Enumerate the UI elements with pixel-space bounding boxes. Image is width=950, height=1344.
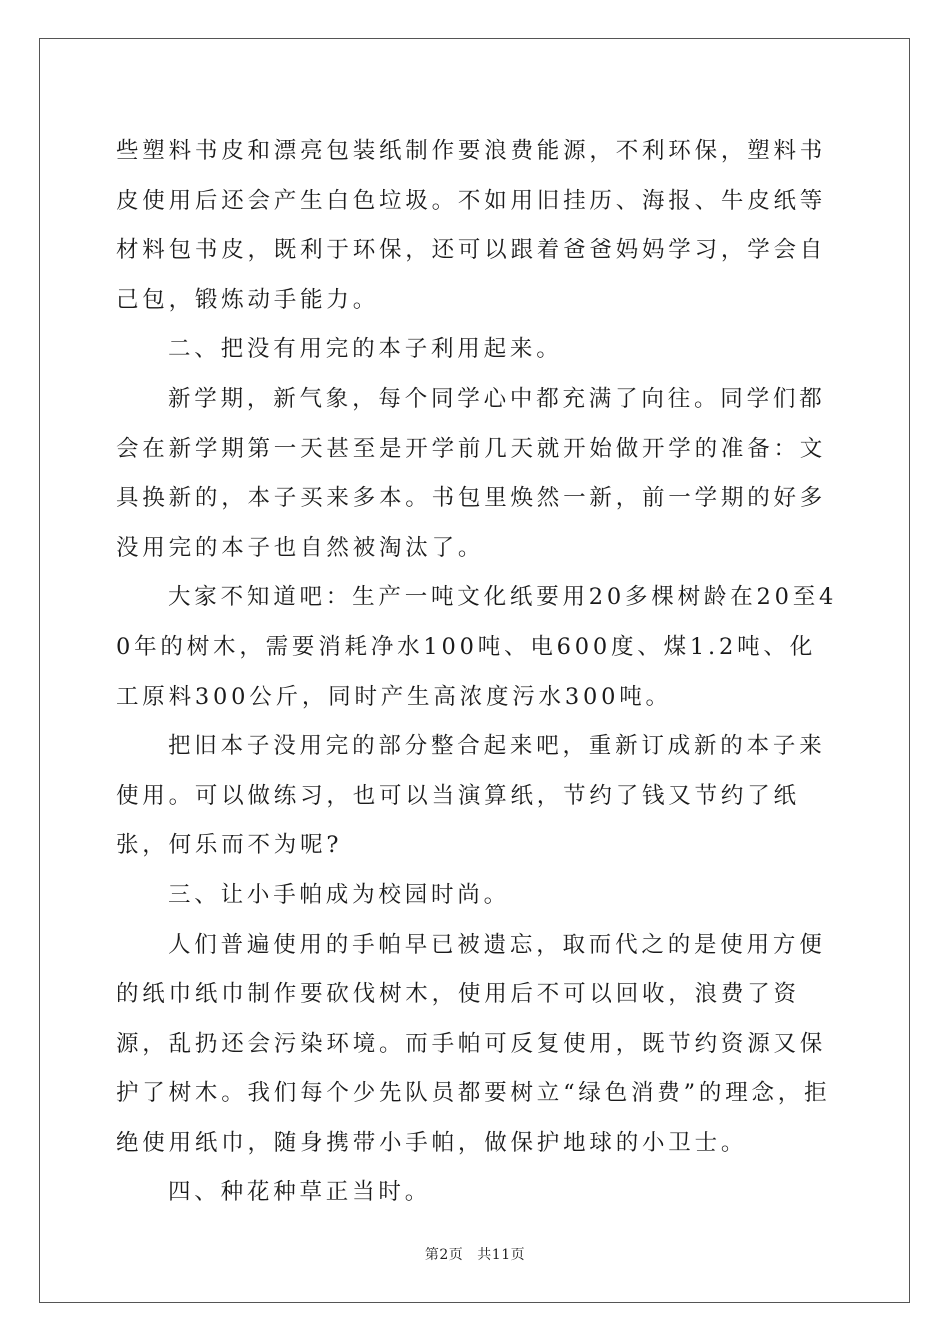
- paragraph-paper-cost: 大家不知道吧：生产一吨文化纸要用20多棵树龄在20至40年的树木，需要消耗净水100吨、电600度、煤1.2吨、化工原料300公斤，同时产生高浓度污水300吨。: [116, 584, 838, 710]
- paragraph-continuation: 些塑料书皮和漂亮包装纸制作要浪费能源，不利环保，塑料书皮使用后还会产生白色垃圾。不如用旧挂历、海报、牛皮纸等材料包书皮，既利于环保，还可以跟着爸爸妈妈学习，学会自己包，锻炼动手能力。: [116, 138, 827, 313]
- paragraph-handkerchief: 人们普遍使用的手帕早已被遗忘，取而代之的是使用方便的纸巾纸巾制作要砍伐树木，使用后不可以回收，浪费了资源，乱扔还会污染环境。而手帕可反复使用，既节约资源又保护了树木。我们每个少先队员都要树立“绿色消费”的理念，拒绝使用纸巾，随身携带小手帕，做保护地球的小卫士。: [116, 931, 831, 1156]
- section-heading-3: 三、让小手帕成为校园时尚。: [168, 881, 510, 908]
- total-pages: 共11页: [477, 1247, 526, 1263]
- section-heading-4: 四、种花种草正当时。: [168, 1179, 432, 1206]
- page-number: 第2页: [424, 1247, 464, 1263]
- paragraph-new-semester: 新学期，新气象，每个同学心中都充满了向往。同学们都会在新学期第一天甚至是开学前几天就开始做开学的准备：文具换新的，本子买来多本。书包里焕然一新，前一学期的好多没用完的本子也自然被淘汰了。: [116, 385, 827, 561]
- page-footer: [0, 1244, 950, 1264]
- paragraph-reuse-notebooks: 把旧本子没用完的部分整合起来吧，重新订成新的本子来使用。可以做练习，也可以当演算纸，节约了钱又节约了纸张，何乐而不为呢?: [116, 733, 826, 859]
- section-heading-2: 二、把没有用完的本子利用起来。: [168, 336, 563, 363]
- document-body: [116, 127, 840, 1218]
